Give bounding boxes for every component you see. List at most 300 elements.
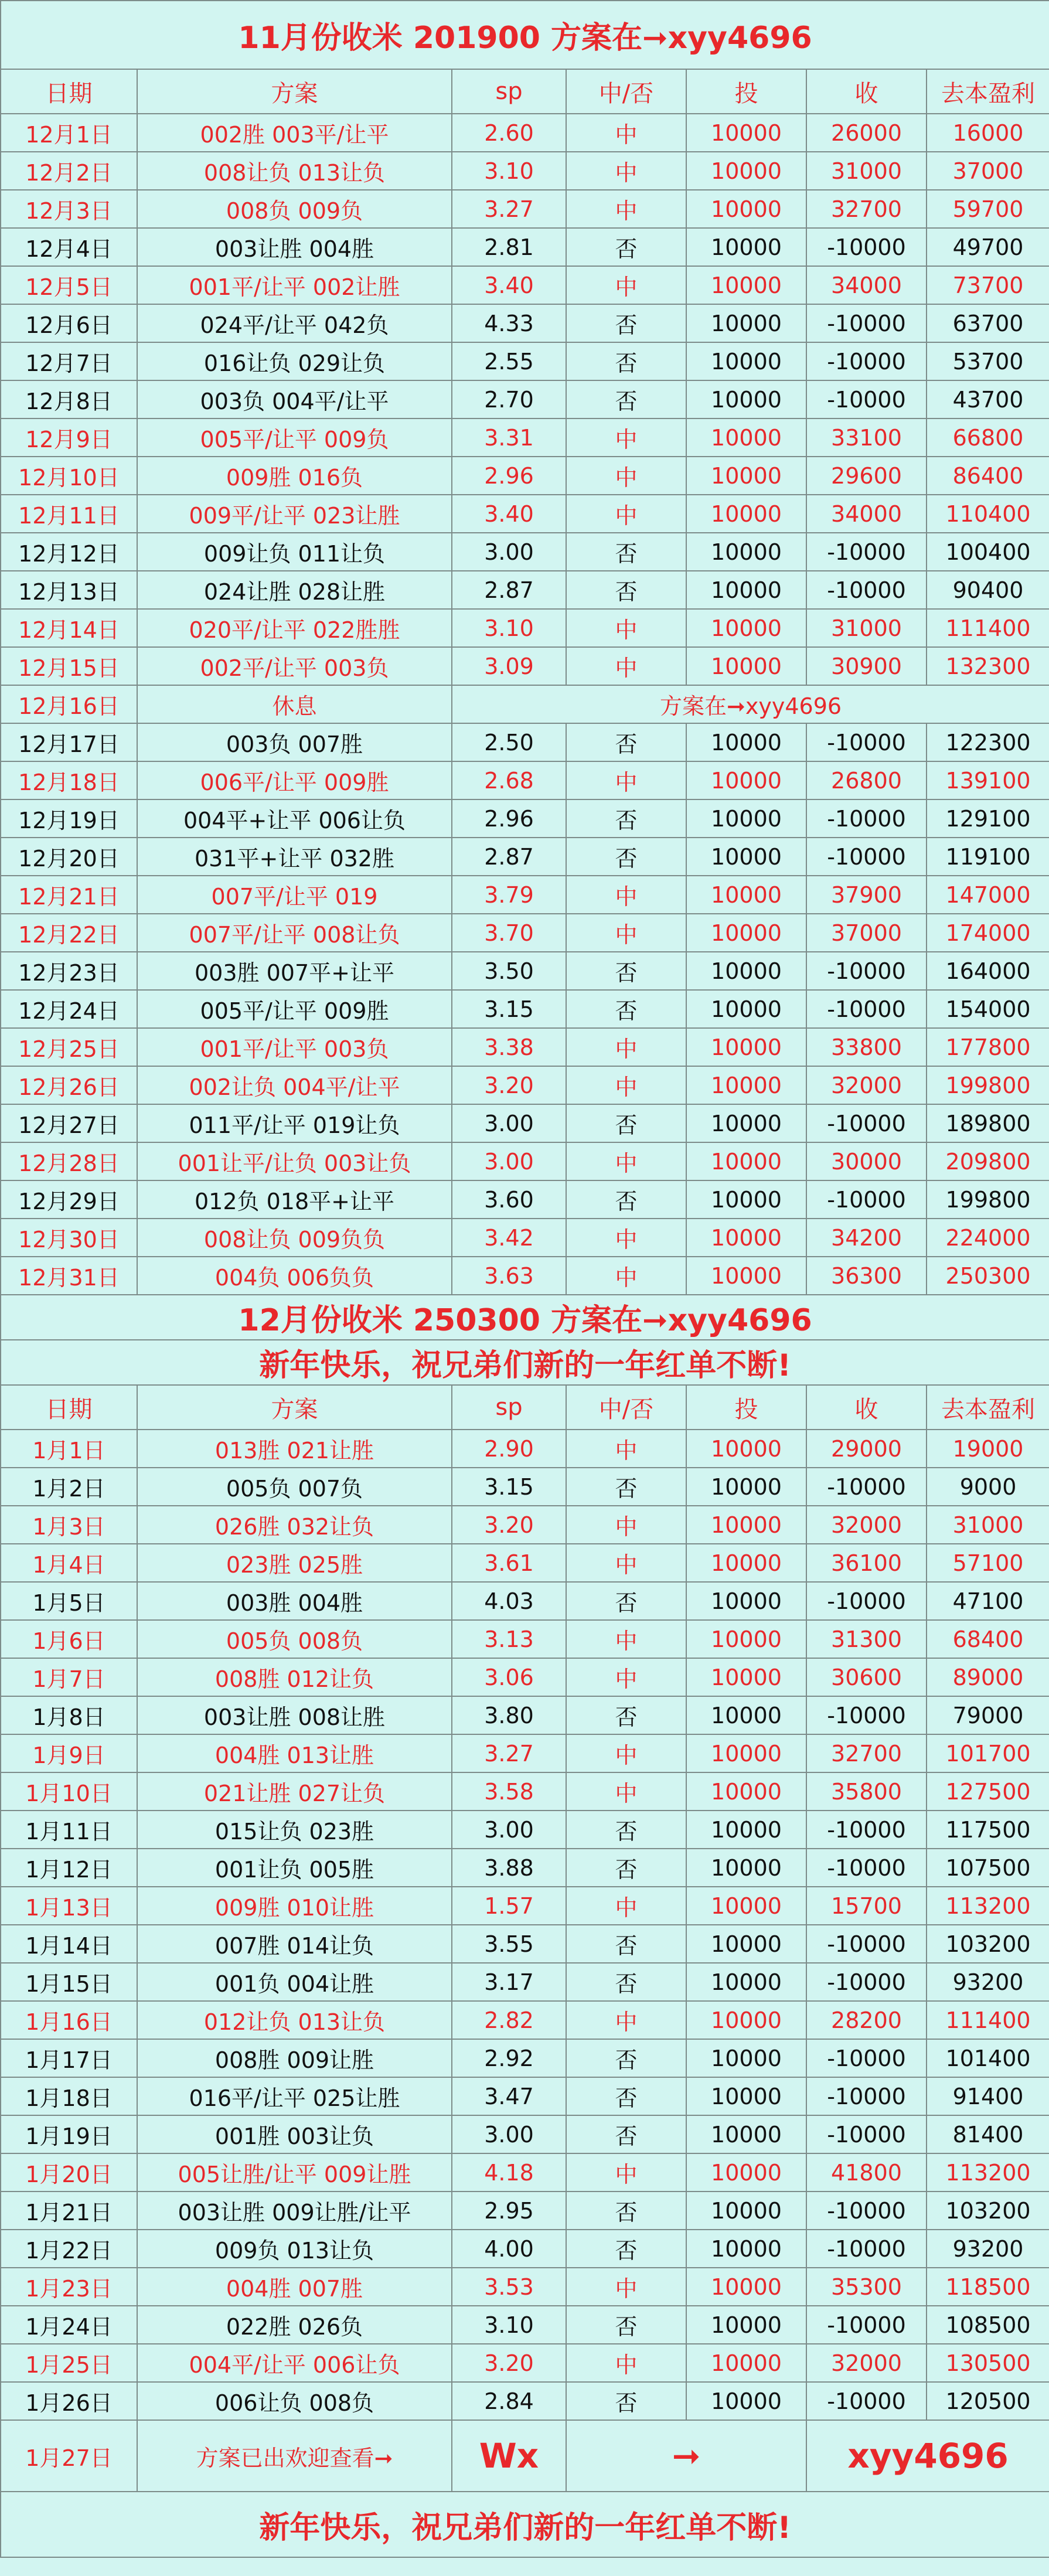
return-cell: -10000 [806, 380, 927, 418]
profit-cell: 16000 [927, 114, 1049, 152]
profit-cell: 57100 [927, 1544, 1049, 1582]
header-result: 中/否 [566, 69, 686, 114]
result-cell: 中 [566, 1142, 686, 1180]
return-cell: 36300 [806, 1257, 927, 1295]
table-row [1, 342, 1049, 380]
profit-cell: 147000 [927, 876, 1049, 914]
table-row [1, 2382, 1049, 2420]
table-row [1, 1028, 1049, 1066]
profit-cell: 224000 [927, 1219, 1049, 1257]
profit-cell: 132300 [927, 647, 1049, 685]
plan-cell: 012让负 013让负 [137, 2001, 452, 2039]
table-row [1, 2344, 1049, 2382]
stake-cell: 10000 [686, 304, 806, 342]
date-cell: 12月1日 [1, 114, 137, 152]
table-row [1, 114, 1049, 152]
date-cell: 12月10日 [1, 457, 137, 495]
return-cell: -10000 [806, 990, 927, 1028]
stake-cell: 10000 [686, 1811, 806, 1849]
table-row [1, 1582, 1049, 1620]
plan-cell: 015让负 023胜 [137, 1811, 452, 1849]
profit-cell: 129100 [927, 799, 1049, 838]
stake-cell: 10000 [686, 2306, 806, 2344]
date-cell: 1月9日 [1, 1734, 137, 1772]
stake-cell: 10000 [686, 114, 806, 152]
sp-cell: 3.20 [452, 1506, 566, 1544]
date-cell: 12月20日 [1, 838, 137, 876]
stake-cell: 10000 [686, 2268, 806, 2306]
plan-cell: 001让平/让负 003让负 [137, 1142, 452, 1180]
result-cell: 否 [566, 1582, 686, 1620]
date-cell: 1月1日 [1, 1430, 137, 1468]
stake-cell: 10000 [686, 418, 806, 457]
sp-cell: 3.63 [452, 1257, 566, 1295]
plan-cell: 001平/让平 002让胜 [137, 266, 452, 304]
sp-cell: 2.96 [452, 457, 566, 495]
plan-cell: 003胜 007平+让平 [137, 952, 452, 990]
sp-cell: 3.27 [452, 190, 566, 228]
result-cell: 否 [566, 1963, 686, 2001]
profit-cell: 9000 [927, 1468, 1049, 1506]
table-row [1, 609, 1049, 647]
return-cell: -10000 [806, 571, 927, 609]
date-cell: 12月3日 [1, 190, 137, 228]
sp-cell: 3.53 [452, 2268, 566, 2306]
result-cell: 否 [566, 380, 686, 418]
return-cell: 34200 [806, 1219, 927, 1257]
stake-cell: 10000 [686, 1887, 806, 1925]
profit-cell: 199800 [927, 1180, 1049, 1219]
result-cell: 否 [566, 1104, 686, 1142]
date-cell: 1月23日 [1, 2268, 137, 2306]
profit-cell: 91400 [927, 2077, 1049, 2115]
profit-cell: 37000 [927, 152, 1049, 190]
profit-cell: 73700 [927, 266, 1049, 304]
profit-cell: 101400 [927, 2039, 1049, 2077]
return-cell: 37900 [806, 876, 927, 914]
plan-cell: 005让胜/让平 009让胜 [137, 2153, 452, 2192]
result-cell: 否 [566, 2115, 686, 2153]
date-cell: 1月6日 [1, 1620, 137, 1658]
stake-cell: 10000 [686, 266, 806, 304]
december-summary-banner [1, 1295, 1049, 1340]
sp-cell: 2.84 [452, 2382, 566, 2420]
return-cell: 34000 [806, 495, 927, 533]
result-cell: 否 [566, 533, 686, 571]
result-cell: 中 [566, 1066, 686, 1104]
plan-cell: 004平/让平 006让负 [137, 2344, 452, 2382]
plan-cell: 001平/让平 003负 [137, 1028, 452, 1066]
plan-cell: 008负 009负 [137, 190, 452, 228]
date-cell: 12月6日 [1, 304, 137, 342]
date-cell: 12月13日 [1, 571, 137, 609]
return-cell: -10000 [806, 1849, 927, 1887]
table-row [1, 2306, 1049, 2344]
result-cell: 否 [566, 2382, 686, 2420]
result-cell: 否 [566, 799, 686, 838]
plan-cell: 024平/让平 042负 [137, 304, 452, 342]
plan-cell: 021让胜 027让负 [137, 1772, 452, 1811]
date-cell: 12月18日 [1, 761, 137, 799]
return-cell: -10000 [806, 1468, 927, 1506]
return-cell: 37000 [806, 914, 927, 952]
stake-cell: 10000 [686, 1506, 806, 1544]
stake-cell: 10000 [686, 2153, 806, 2192]
result-cell: 中 [566, 457, 686, 495]
date-cell: 1月24日 [1, 2306, 137, 2344]
header-sp: sp [452, 69, 566, 114]
sp-cell: 3.40 [452, 495, 566, 533]
return-cell: -10000 [806, 838, 927, 876]
date-cell: 1月16日 [1, 2001, 137, 2039]
table-row [1, 1468, 1049, 1506]
result-cell: 中 [566, 1506, 686, 1544]
profit-cell: 111400 [927, 2001, 1049, 2039]
stake-cell: 10000 [686, 342, 806, 380]
stake-cell: 10000 [686, 2077, 806, 2115]
sp-cell: 2.82 [452, 2001, 566, 2039]
plan-cell: 011平/让平 019让负 [137, 1104, 452, 1142]
stake-cell: 10000 [686, 647, 806, 685]
date-cell: 12月27日 [1, 1104, 137, 1142]
sp-cell: 3.42 [452, 1219, 566, 1257]
date-cell: 12月11日 [1, 495, 137, 533]
table-row [1, 1772, 1049, 1811]
table-row [1, 495, 1049, 533]
sp-cell: 2.60 [452, 114, 566, 152]
result-cell: 中 [566, 1734, 686, 1772]
sp-cell: 2.87 [452, 571, 566, 609]
date-cell: 12月19日 [1, 799, 137, 838]
table-row [1, 2039, 1049, 2077]
november-summary-text: 11月份收米 201900 方案在➞xyy4696 [1, 1, 1049, 69]
sp-cell: 3.09 [452, 647, 566, 685]
profit-cell: 79000 [927, 1696, 1049, 1734]
plan-cell: 009胜 016负 [137, 457, 452, 495]
result-cell: 否 [566, 1696, 686, 1734]
date-cell: 1月10日 [1, 1772, 137, 1811]
profit-cell: 113200 [927, 2153, 1049, 2192]
sp-cell: 3.80 [452, 1696, 566, 1734]
profit-cell: 120500 [927, 2382, 1049, 2420]
stake-cell: 10000 [686, 190, 806, 228]
plan-cell: 024让胜 028让胜 [137, 571, 452, 609]
sp-cell: 4.33 [452, 304, 566, 342]
result-cell: 中 [566, 1544, 686, 1582]
stake-cell: 10000 [686, 1620, 806, 1658]
date-cell: 1月4日 [1, 1544, 137, 1582]
result-cell: 中 [566, 114, 686, 152]
date-cell: 1月12日 [1, 1849, 137, 1887]
sp-cell: 1.57 [452, 1887, 566, 1925]
profit-cell: 81400 [927, 2115, 1049, 2153]
return-cell: -10000 [806, 342, 927, 380]
plan-cell: 016平/让平 025让胜 [137, 2077, 452, 2115]
sp-cell: 3.27 [452, 1734, 566, 1772]
header-date: 日期 [1, 69, 137, 114]
plan-cell: 007平/让平 008让负 [137, 914, 452, 952]
result-cell: 否 [566, 2192, 686, 2230]
date-cell: 1月22日 [1, 2230, 137, 2268]
date-cell: 1月20日 [1, 2153, 137, 2192]
plan-cell: 005平/让平 009负 [137, 418, 452, 457]
sp-cell: 3.40 [452, 266, 566, 304]
sp-cell: 2.50 [452, 723, 566, 761]
profit-cell: 117500 [927, 1811, 1049, 1849]
plan-cell: 休息 [137, 685, 452, 723]
table-row [1, 914, 1049, 952]
sp-cell: 3.70 [452, 914, 566, 952]
new-year-banner [1, 1340, 1049, 1385]
return-cell: -10000 [806, 723, 927, 761]
return-cell: 32000 [806, 2344, 927, 2382]
return-cell: 30000 [806, 1142, 927, 1180]
table-row [1, 1430, 1049, 1468]
wx-label: Wx [452, 2420, 566, 2492]
header-return: 收 [806, 1385, 927, 1430]
header-date: 日期 [1, 1385, 137, 1430]
plan-cell: 008让负 009负负 [137, 1219, 452, 1257]
table-row [1, 1104, 1049, 1142]
return-cell: -10000 [806, 799, 927, 838]
return-cell: 35800 [806, 1772, 927, 1811]
return-cell: -10000 [806, 2039, 927, 2077]
sp-cell: 3.60 [452, 1180, 566, 1219]
stake-cell: 10000 [686, 2115, 806, 2153]
table-row [1, 990, 1049, 1028]
january-header-row [1, 1385, 1049, 1430]
plan-cell: 001负 004让胜 [137, 1963, 452, 2001]
plan-cell: 002胜 003平/让平 [137, 114, 452, 152]
result-cell: 否 [566, 1811, 686, 1849]
stake-cell: 10000 [686, 380, 806, 418]
return-cell: 32700 [806, 190, 927, 228]
return-cell: 32700 [806, 1734, 927, 1772]
return-cell: 28200 [806, 2001, 927, 2039]
table-row [1, 1219, 1049, 1257]
plan-cell: 009负 013让负 [137, 2230, 452, 2268]
result-cell: 中 [566, 2268, 686, 2306]
return-cell: 26800 [806, 761, 927, 799]
table-row [1, 1257, 1049, 1295]
table-row [1, 2230, 1049, 2268]
sp-cell: 2.81 [452, 228, 566, 266]
table-row [1, 1925, 1049, 1963]
profit-cell: 118500 [927, 2268, 1049, 2306]
sp-cell: 3.47 [452, 2077, 566, 2115]
sp-cell: 2.90 [452, 1430, 566, 1468]
plan-cell: 023胜 025胜 [137, 1544, 452, 1582]
plan-cell: 012负 018平+让平 [137, 1180, 452, 1219]
rest-note: 方案在➞xyy4696 [452, 685, 1049, 723]
profit-cell: 63700 [927, 304, 1049, 342]
sp-cell: 2.95 [452, 2192, 566, 2230]
sp-cell: 4.03 [452, 1582, 566, 1620]
date-cell: 1月14日 [1, 1925, 137, 1963]
return-cell: 35300 [806, 2268, 927, 2306]
plan-cell: 007平/让平 019 [137, 876, 452, 914]
return-cell: -10000 [806, 2192, 927, 2230]
sp-cell: 3.15 [452, 990, 566, 1028]
return-cell: -10000 [806, 952, 927, 990]
stake-cell: 10000 [686, 1468, 806, 1506]
table-row [1, 647, 1049, 685]
plan-cell: 005负 008负 [137, 1620, 452, 1658]
result-cell: 否 [566, 952, 686, 990]
table-row [1, 1696, 1049, 1734]
sp-cell: 3.58 [452, 1772, 566, 1811]
sp-cell: 3.00 [452, 1142, 566, 1180]
return-cell: 32000 [806, 1506, 927, 1544]
stake-cell: 10000 [686, 1925, 806, 1963]
date-cell: 1月11日 [1, 1811, 137, 1849]
stake-cell: 10000 [686, 457, 806, 495]
table-row [1, 304, 1049, 342]
return-cell: -10000 [806, 1582, 927, 1620]
sp-cell: 3.10 [452, 2306, 566, 2344]
date-cell: 12月22日 [1, 914, 137, 952]
sp-cell: 3.50 [452, 952, 566, 990]
profit-cell: 199800 [927, 1066, 1049, 1104]
profit-cell: 19000 [927, 1430, 1049, 1468]
result-cell: 否 [566, 342, 686, 380]
plan-released-cell: 方案已出欢迎查看➞ [137, 2420, 452, 2492]
table-row [1, 2001, 1049, 2039]
result-cell: 否 [566, 2306, 686, 2344]
plan-cell: 003胜 004胜 [137, 1582, 452, 1620]
result-cell: 中 [566, 1772, 686, 1811]
date-cell: 12月26日 [1, 1066, 137, 1104]
profit-cell: 127500 [927, 1772, 1049, 1811]
profit-cell: 177800 [927, 1028, 1049, 1066]
profit-cell: 111400 [927, 609, 1049, 647]
date-cell: 1月18日 [1, 2077, 137, 2115]
return-cell: -10000 [806, 2077, 927, 2115]
plan-cell: 008让负 013让负 [137, 152, 452, 190]
result-cell: 中 [566, 266, 686, 304]
sp-cell: 3.00 [452, 533, 566, 571]
stake-cell: 10000 [686, 2230, 806, 2268]
result-cell: 中 [566, 914, 686, 952]
plan-cell: 002平/让平 003负 [137, 647, 452, 685]
result-cell: 否 [566, 228, 686, 266]
stake-cell: 10000 [686, 1028, 806, 1066]
profit-cell: 113200 [927, 1887, 1049, 1925]
table-row [1, 1506, 1049, 1544]
date-cell: 1月3日 [1, 1506, 137, 1544]
profit-cell: 90400 [927, 571, 1049, 609]
date-cell: 12月9日 [1, 418, 137, 457]
date-cell: 1月15日 [1, 1963, 137, 2001]
sp-cell: 3.20 [452, 1066, 566, 1104]
sp-cell: 2.55 [452, 342, 566, 380]
return-cell: 30900 [806, 647, 927, 685]
sp-cell: 3.00 [452, 2115, 566, 2153]
return-cell: 29000 [806, 1430, 927, 1468]
header-plan: 方案 [137, 69, 452, 114]
sp-cell: 3.88 [452, 1849, 566, 1887]
date-cell: 12月4日 [1, 228, 137, 266]
table-row [1, 1849, 1049, 1887]
table-row [1, 723, 1049, 761]
stake-cell: 10000 [686, 1849, 806, 1887]
table-row [1, 761, 1049, 799]
plan-cell: 031平+让平 032胜 [137, 838, 452, 876]
result-cell: 中 [566, 1430, 686, 1468]
stake-cell: 10000 [686, 495, 806, 533]
sp-cell: 3.20 [452, 2344, 566, 2382]
plan-cell: 007胜 014让负 [137, 1925, 452, 1963]
result-cell: 否 [566, 1468, 686, 1506]
plan-cell: 009平/让平 023让胜 [137, 495, 452, 533]
stake-cell: 10000 [686, 1544, 806, 1582]
stake-cell: 10000 [686, 571, 806, 609]
result-cell: 否 [566, 723, 686, 761]
profit-cell: 89000 [927, 1658, 1049, 1696]
result-cell: 否 [566, 1849, 686, 1887]
arrow-icon: ➞ [566, 2420, 806, 2492]
table-row [1, 1963, 1049, 2001]
profit-cell: 103200 [927, 1925, 1049, 1963]
stake-cell: 10000 [686, 2382, 806, 2420]
result-cell: 否 [566, 1925, 686, 1963]
header-profit: 去本盈利 [927, 1385, 1049, 1430]
table-row [1, 1887, 1049, 1925]
profit-cell: 49700 [927, 228, 1049, 266]
return-cell: -10000 [806, 2230, 927, 2268]
return-cell: 31000 [806, 152, 927, 190]
return-cell: 15700 [806, 1887, 927, 1925]
return-cell: 31300 [806, 1620, 927, 1658]
table-row [1, 380, 1049, 418]
sp-cell: 4.18 [452, 2153, 566, 2192]
profit-cell: 86400 [927, 457, 1049, 495]
table-row [1, 533, 1049, 571]
table-row [1, 152, 1049, 190]
result-cell: 否 [566, 2230, 686, 2268]
profit-cell: 110400 [927, 495, 1049, 533]
sp-cell: 3.61 [452, 1544, 566, 1582]
date-cell: 1月19日 [1, 2115, 137, 2153]
stake-cell: 10000 [686, 1219, 806, 1257]
sp-cell: 3.00 [452, 1104, 566, 1142]
rest-row [1, 685, 1049, 723]
profit-cell: 93200 [927, 2230, 1049, 2268]
profit-cell: 209800 [927, 1142, 1049, 1180]
date-cell: 1月27日 [1, 2420, 137, 2492]
profit-cell: 47100 [927, 1582, 1049, 1620]
sp-cell: 2.68 [452, 761, 566, 799]
result-cell: 否 [566, 571, 686, 609]
return-cell: 34000 [806, 266, 927, 304]
stake-cell: 10000 [686, 914, 806, 952]
result-cell: 否 [566, 1180, 686, 1219]
table-row [1, 2077, 1049, 2115]
profit-cell: 93200 [927, 1963, 1049, 2001]
table-row [1, 2192, 1049, 2230]
result-cell: 否 [566, 990, 686, 1028]
plan-cell: 006让负 008负 [137, 2382, 452, 2420]
footer-banner [1, 2492, 1049, 2557]
date-cell: 12月24日 [1, 990, 137, 1028]
plan-cell: 004平+让平 006让负 [137, 799, 452, 838]
result-cell: 中 [566, 2001, 686, 2039]
profit-cell: 139100 [927, 761, 1049, 799]
profit-cell: 31000 [927, 1506, 1049, 1544]
profit-cell: 108500 [927, 2306, 1049, 2344]
result-cell: 中 [566, 418, 686, 457]
header-stake: 投 [686, 1385, 806, 1430]
